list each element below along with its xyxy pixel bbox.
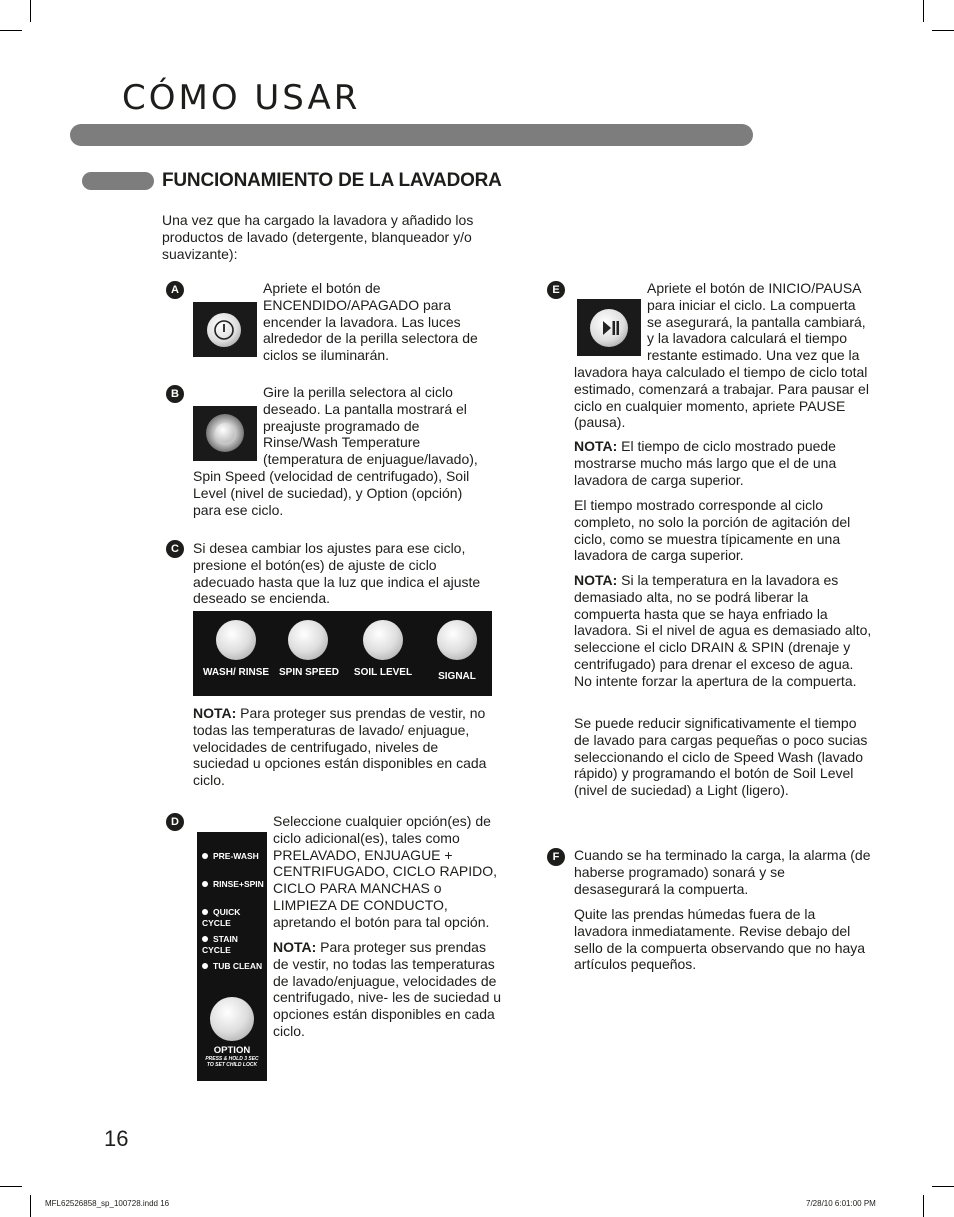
step-b-badge: B [166, 385, 184, 403]
soil-level-label: SOIL LEVEL [353, 667, 413, 678]
crop-mark [923, 0, 924, 22]
step-d-text-content: Seleccione cualquier opción(es) de ciclo adicional(es), tales como PRELAVADO, ENJUAGUE + CENTRIFUGADO, CICLO RAPIDO, CICLO PARA MANCHAS o LIMPIEZA DE CONDUCTO, apretando el botón para tal opción. [273, 813, 498, 930]
note-label: NOTA: [574, 572, 618, 588]
note-label: NOTA: [273, 939, 317, 955]
note-label: NOTA: [574, 438, 618, 454]
option-item: QUICK CYCLE [202, 906, 241, 928]
step-f-para2: Quite las prendas húmedas fuera de la lavadora inmediatamente. Revise debajo del sello de la compuerta observando que no haya artículos pequeños. [574, 906, 866, 973]
section-heading: FUNCIONAMIENTO DE LA LAVADORA [162, 170, 502, 191]
step-a-text-content: Apriete el botón de ENCENDIDO/APAGADO para encender la lavadora. Las luces alrededor de la perilla selectora de ciclos se iluminarán. [263, 280, 478, 364]
signal-button-icon [437, 620, 477, 660]
intro-text: Una vez que ha cargado la lavadora y añadido los productos de lavado (detergente, blanqueador y/o suavizante): [162, 212, 474, 262]
step-a-badge: A [166, 281, 184, 299]
step-a-text [193, 280, 493, 374]
note-text: Para proteger sus prendas de vestir, no todas las temperaturas de lavado/ enjuague, velocidades de centrifugado, niveles de suciedad u opciones están disponibles en cada ciclo. [193, 705, 487, 789]
step-b-text-content: Gire la perilla selectora al ciclo deseado. La pantalla mostrará el preajuste programado de Rinse/Wash Temperature (temperatura de enjuague/lavado), Spin Speed (velocidad de centrifugado), Soil Level (nivel de suciedad), y Option (opción) para ese ciclo. [193, 384, 478, 518]
child-lock-label: PRESS & HOLD 3 SEC TO SET CHILD LOCK [205, 1056, 259, 1068]
step-d-note [273, 939, 505, 1040]
step-c-note [193, 705, 489, 789]
page-title: CÓMO USAR [122, 78, 361, 118]
section-pill [82, 172, 154, 190]
step-c-text: Si desea cambiar los ajustes para ese ciclo, presione el botón(es) de ajuste de ciclo adecuado hasta que la luz que indica el ajuste deseado se encienda. [193, 540, 481, 607]
crop-mark [30, 1195, 31, 1217]
soil-level-button-icon [363, 620, 403, 660]
title-bar [70, 124, 753, 146]
option-item: TUB CLEAN [202, 960, 262, 971]
signal-label: SIGNAL [438, 671, 476, 682]
footer-date: 7/28/10 6:01:00 PM [806, 1199, 876, 1208]
wash-rinse-label: WASH/ RINSE [202, 667, 270, 678]
spin-speed-button-icon [288, 620, 328, 660]
crop-mark [30, 0, 31, 22]
wash-rinse-button-icon [216, 620, 256, 660]
crop-mark [932, 30, 954, 31]
page-number: 16 [104, 1126, 129, 1151]
step-e-badge: E [547, 281, 565, 299]
step-c-badge: C [166, 540, 184, 558]
crop-mark [0, 1186, 22, 1187]
note-label: NOTA: [193, 705, 237, 721]
step-e-note2 [574, 572, 874, 690]
step-f-badge: F [547, 848, 565, 866]
step-e-note1 [574, 438, 872, 488]
step-d-badge: D [166, 813, 184, 831]
crop-mark [923, 1195, 924, 1217]
option-label: OPTION [213, 1045, 251, 1056]
step-e-para4: Se puede reducir significativamente el tiempo de lavado para cargas pequeñas o poco sucias seleccionando el ciclo de Speed Wash (lavado rápido) y programando el botón de Soil Level (nivel de suciedad) a Light (ligero). [574, 715, 868, 799]
step-e-para2: El tiempo mostrado corresponde al ciclo completo, no solo la porción de agitación del ciclo, como se muestra típicamente en una lavadora de carga superior. [574, 497, 851, 564]
spin-speed-label: SPIN SPEED [278, 667, 340, 678]
step-e-text-content: Apriete el botón de INICIO/PAUSA para iniciar el ciclo. La compuerta se asegurará, la pantalla cambiará, y la lavadora calculará el tiempo restante estimado. Una vez que la lavadora haya calculado el tiempo de ciclo total estimado, comenzará a trabajar. Para pausar el ciclo en cualquier momento, apriete PAUSE (pausa). [574, 280, 869, 431]
step-f-text: Cuando se ha terminado la carga, la alarma (de haberse programado) sonará y se desasegurará la compuerta. [574, 847, 871, 897]
crop-mark [0, 30, 22, 31]
option-item: RINSE+SPIN [202, 878, 264, 889]
footer-file: MFL62526858_sp_100728.indd 16 [45, 1199, 170, 1208]
option-item: STAIN CYCLE [202, 933, 238, 955]
note-text: El tiempo de ciclo mostrado puede mostrarse mucho más largo que el de una lavadora de carga superior. [574, 438, 837, 488]
note-text: Para proteger sus prendas de vestir, no todas las temperaturas de lavado/enjuague, velocidades de centrifugado, nive- les de suciedad u opciones están disponibles en cada ciclo. [273, 939, 502, 1039]
option-item: PRE-WASH [202, 850, 259, 861]
crop-mark [932, 1186, 954, 1187]
step-e-text [574, 280, 872, 431]
control-panel-image [193, 611, 492, 696]
step-b-text [193, 384, 489, 518]
note-text: Si la temperatura en la lavadora es demasiado alta, no se podrá liberar la compuerta hasta que se haya enfriado la lavadora. Si el nivel de agua es demasiado alto, seleccione el ciclo DRAIN & SPIN (drenaje y centrifugado) para drenar el exceso de agua. No intente forzar la apertura de la compuerta. [574, 572, 872, 689]
